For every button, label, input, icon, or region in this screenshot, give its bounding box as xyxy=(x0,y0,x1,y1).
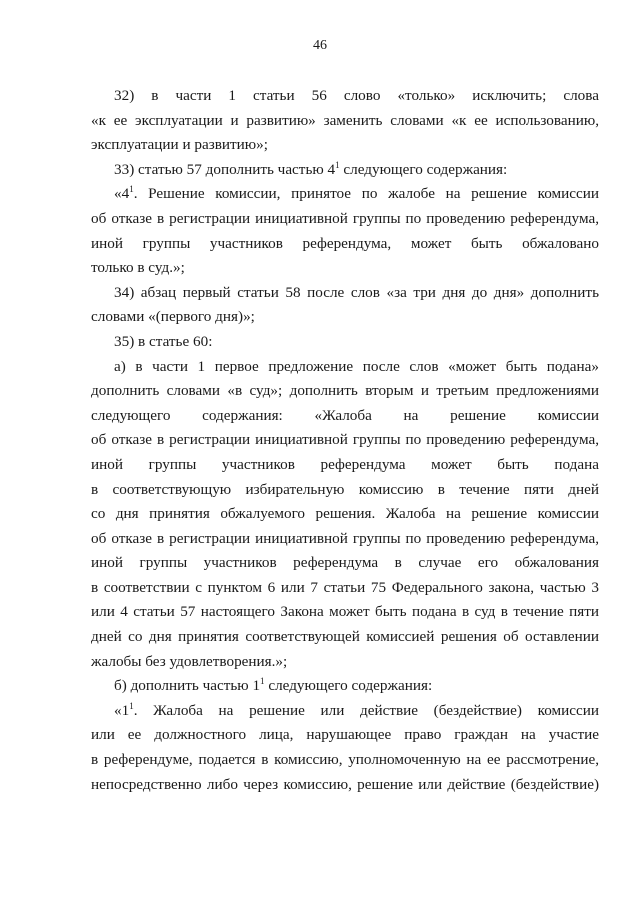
text-line: «к ее эксплуатации и развитию» заменить словами «к ее использованию, xyxy=(91,111,599,129)
text-line: эксплуатации и развитию»; xyxy=(91,136,268,154)
text-line: в соответствии с пунктом 6 или 7 статьи 75 Федерального закона, частью 3 xyxy=(91,578,599,596)
text-line: иной группы участников референдума в случае его обжалования xyxy=(91,554,599,572)
text-line: в референдуме, подается в комиссию, уполномоченную на ее рассмотрение, xyxy=(91,751,599,769)
superscript: 1 xyxy=(260,676,265,687)
page-number: 46 xyxy=(313,38,327,53)
text-line: 33) статью 57 дополнить частью $4^1$ следующего содержания: xyxy=(114,159,508,178)
document-body xyxy=(91,84,599,797)
text-line: 32) в части 1 статьи 56 слово «только» исключить; слова xyxy=(114,87,599,104)
text-line: об отказе в регистрации инициативной группы по проведению референдума, xyxy=(91,431,599,449)
text-line: 34) абзац первый статьи 58 после слов «за три дня до дня» дополнить xyxy=(114,283,599,301)
text-line: следующего содержания: «Жалоба на решение комиссии xyxy=(91,406,599,424)
text-line: словами «(первого дня)»; xyxy=(91,308,255,326)
text-line: или 4 статьи 57 настоящего Закона может быть подана в суд в течение пяти xyxy=(91,603,599,621)
text-line: б) дополнить частью $1^1$ следующего содержания: xyxy=(114,676,433,695)
text-line: об отказе в регистрации инициативной группы по проведению референдума, xyxy=(91,209,599,227)
superscript: 1 xyxy=(335,159,340,170)
superscript: 1 xyxy=(129,700,134,711)
text-line: «$1^1$. Жалоба на решение или действие (бездействие) комиссии xyxy=(114,700,599,719)
text-line: или ее должностного лица, нарушающее право граждан на участие xyxy=(91,726,599,744)
text-line: иной группы участников референдума может быть подана xyxy=(91,455,599,473)
text-line: а) в части 1 первое предложение после слов «может быть подана» xyxy=(114,357,599,375)
superscript: 1 xyxy=(129,184,134,195)
text-line: иной группы участников референдума, может быть обжаловано xyxy=(91,234,599,252)
text-line: дней со дня принятия соответствующей комиссией решения об оставлении xyxy=(91,628,599,646)
text-line: со дня принятия обжалуемого решения. Жалоба на решение комиссии xyxy=(91,505,599,523)
text-line: непосредственно либо через комиссию, решение или действие (бездействие) xyxy=(91,775,599,793)
text-line: в соответствующую избирательную комиссию в течение пяти дней xyxy=(91,480,599,498)
text-line: дополнить словами «в суд»; дополнить вторым и третьим предложениями xyxy=(91,382,599,400)
text-line: об отказе в регистрации инициативной группы по проведению референдума, xyxy=(91,529,599,547)
text-line: только в суд.»; xyxy=(91,259,185,277)
text-line: жалобы без удовлетворения.»; xyxy=(91,652,288,670)
text-line: 35) в статье 60: xyxy=(114,332,213,350)
text-line: «$4^1$. Решение комиссии, принятое по жалобе на решение комиссии xyxy=(114,184,599,203)
